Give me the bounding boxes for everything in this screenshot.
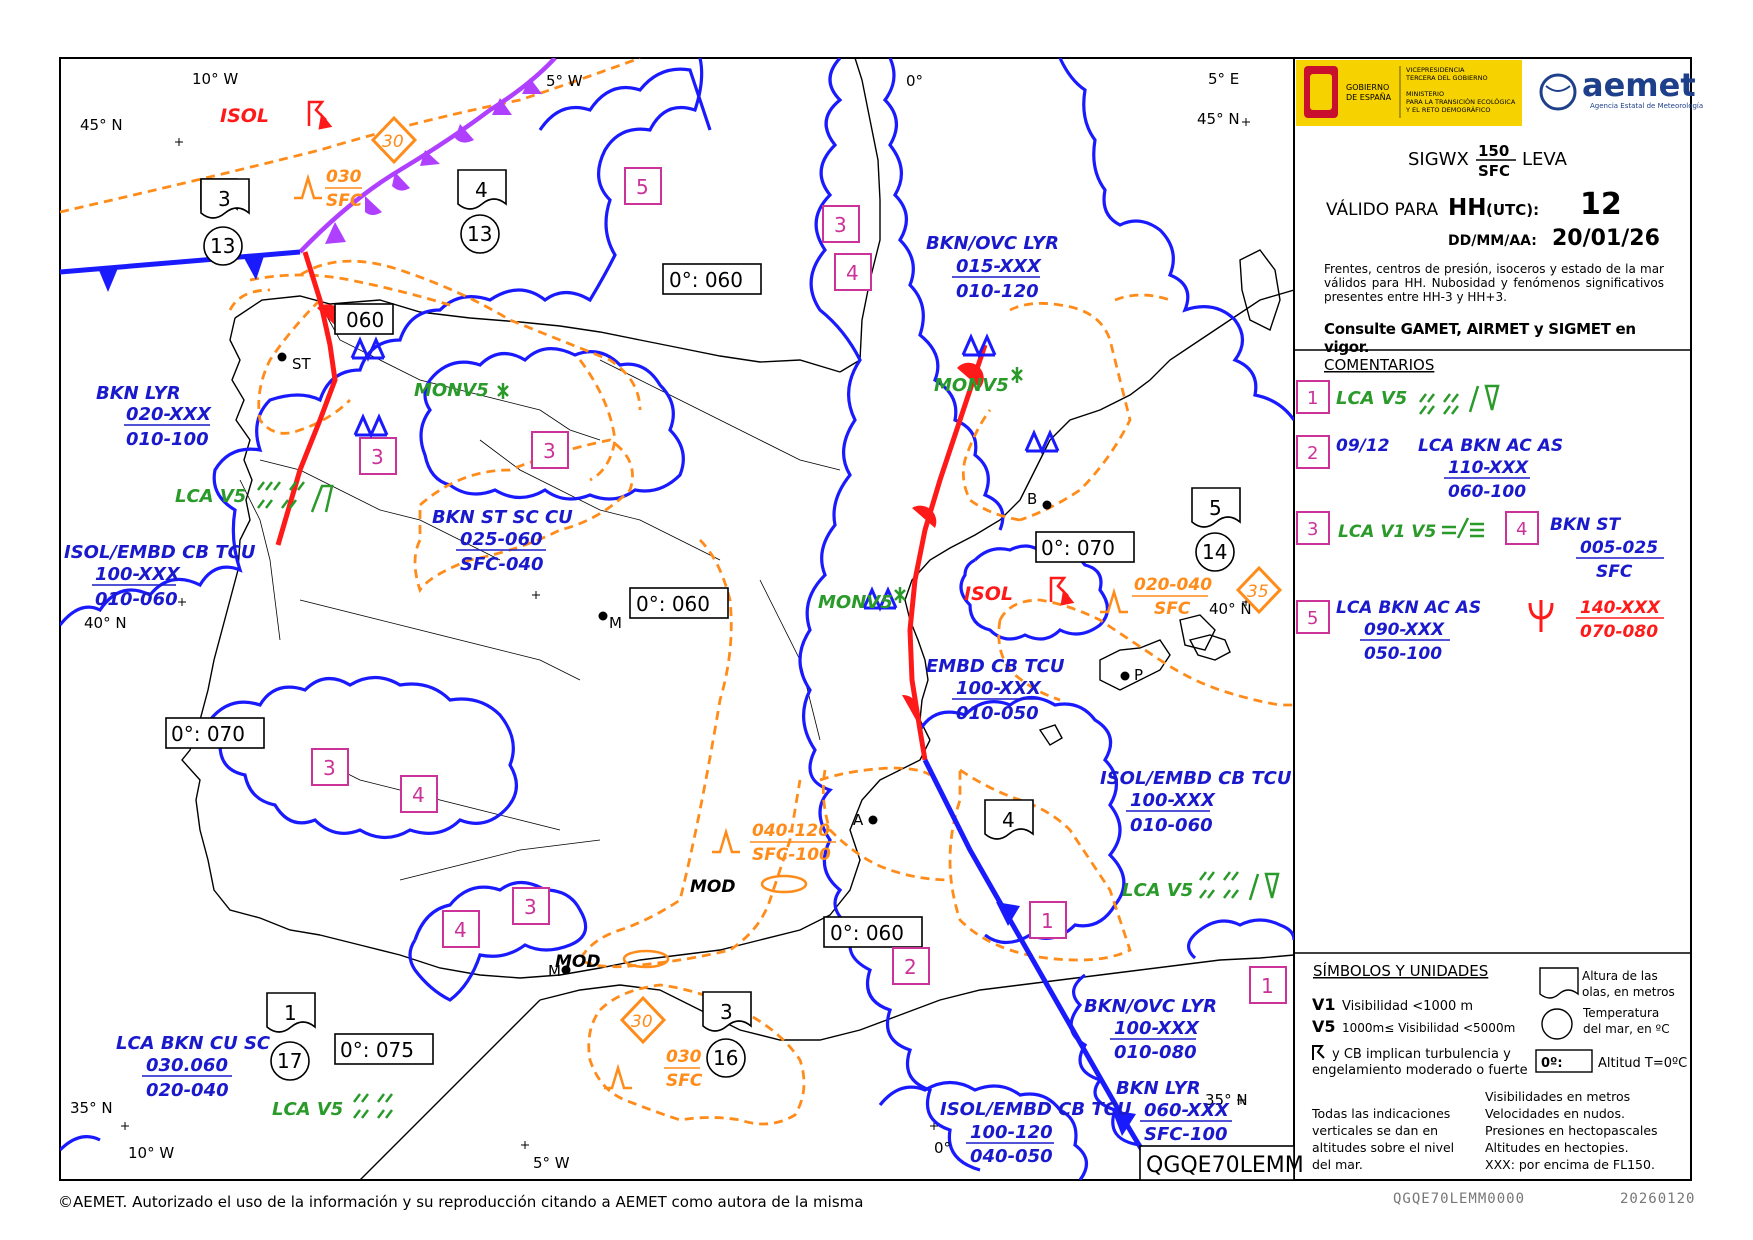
- cloud-top: 020-XXX: [126, 404, 211, 425]
- cloud-label: BKN LYR: [1116, 1078, 1201, 1099]
- sea-temperature: 17: [277, 1049, 303, 1073]
- wave-height: 4: [475, 178, 488, 202]
- aemet-name: aemet: [1582, 66, 1696, 104]
- cloud-label: BKN/OVC LYR: [1084, 996, 1217, 1017]
- freezing-level: 0°: 060: [636, 592, 710, 616]
- fl-bottom: SFC: [1478, 162, 1511, 180]
- cloud-top: 060-XXX: [1144, 1100, 1229, 1121]
- lat-label: 40° N: [1209, 600, 1252, 618]
- gov-line: MINISTERIO: [1406, 90, 1445, 98]
- turb-top: 040-120: [752, 821, 831, 841]
- area-number: 3: [543, 439, 556, 463]
- city-label: B: [1027, 490, 1038, 508]
- cloud-bottom: SFC-100: [1144, 1124, 1228, 1145]
- cloud-top: 030.060: [146, 1055, 228, 1076]
- cloud-bottom: SFC-040: [460, 554, 544, 575]
- comments-title: COMENTARIOS: [1324, 356, 1435, 374]
- lon-label: 10° W: [128, 1144, 175, 1162]
- comment-bottom: 060-100: [1448, 482, 1527, 502]
- cloud-label: LCA BKN CU SC: [116, 1033, 271, 1054]
- legend-note: Visibilidades en metros: [1485, 1089, 1631, 1104]
- city-label: P: [1134, 666, 1144, 684]
- cloud-bottom: 010-050: [956, 703, 1039, 724]
- lat-label: 45° N: [1197, 110, 1240, 128]
- visibility-label: LCA V5: [272, 1099, 344, 1120]
- legend-text: Visibilidad <1000 m: [1342, 999, 1474, 1014]
- cloud-top: 015-XXX: [956, 256, 1041, 277]
- cloud-label: EMBD CB TCU: [926, 656, 1065, 677]
- cloud-label: ISOL/EMBD CB TCU: [1100, 768, 1292, 789]
- footer-code: QGQE70LEMM0000: [1393, 1191, 1526, 1207]
- area-number: 4: [454, 918, 467, 942]
- freezing-level: 0°: 060: [669, 268, 743, 292]
- cloud-bottom: 010-060: [95, 589, 178, 610]
- wave-height: 3: [720, 1000, 733, 1024]
- comment-bottom: 050-100: [1364, 644, 1443, 664]
- sea-temperature: 16: [713, 1046, 739, 1070]
- comment-text: LCA BKN AC AS: [1336, 598, 1482, 618]
- valid-hour: 12: [1580, 187, 1622, 222]
- gov-line: Y EL RETO DEMOGRÁFICO: [1406, 106, 1491, 114]
- isol-label: ISOL: [964, 583, 1014, 605]
- legend-note: del mar.: [1312, 1157, 1363, 1172]
- mod-label: MOD: [555, 952, 601, 972]
- cloud-bottom: 010-120: [956, 281, 1039, 302]
- freezing-level: 0°: 060: [830, 921, 904, 945]
- turb-top: 020-040: [1134, 575, 1213, 595]
- legend-note: Presiones en hectopascales: [1485, 1123, 1658, 1138]
- sea-temperature: 13: [467, 222, 493, 246]
- turb-bottom: SFC: [666, 1071, 703, 1091]
- gov-name: GOBIERNO: [1346, 83, 1390, 92]
- comment-number: 1: [1307, 388, 1319, 409]
- lat-label: 35° N: [70, 1099, 113, 1117]
- date-label: DD/MM/AA:: [1448, 233, 1537, 249]
- wind-speed: 35: [1247, 582, 1269, 602]
- legend-note: Todas las indicaciones: [1312, 1106, 1451, 1121]
- copyright: ©AEMET. Autorizado el uso de la información y su reproducción citando a AEMET como autora de la misma: [58, 1193, 864, 1211]
- cloud-label: ISOL/EMBD CB TCU: [64, 542, 256, 563]
- sea-temperature: 13: [210, 234, 236, 258]
- cloud-top: 100-120: [970, 1122, 1053, 1143]
- wave-height: 5: [1209, 496, 1222, 520]
- lat-label: 45° N: [80, 116, 123, 134]
- wind-speed: 30: [382, 132, 404, 152]
- gov-name: DE ESPAÑA: [1346, 93, 1392, 102]
- legend-text: Altitud T=0ºC: [1598, 1056, 1688, 1071]
- area-number: 3: [524, 895, 537, 919]
- footer-date-code: 20260120: [1620, 1191, 1696, 1207]
- sigwx-label: SIGWX: [1408, 149, 1469, 170]
- lat-label: 40° N: [84, 614, 127, 632]
- lon-label: 5° W: [546, 72, 583, 90]
- chart-id: QGQE70LEMM: [1146, 1153, 1304, 1178]
- region-label: LEVA: [1522, 149, 1567, 170]
- area-number: 5: [636, 175, 649, 199]
- cloud-top: 025-060: [460, 529, 543, 550]
- legend-text: olas, en metros: [1582, 985, 1675, 999]
- legend-note: XXX: por encima de FL150.: [1485, 1157, 1655, 1172]
- cloud-bottom: 020-040: [146, 1080, 229, 1101]
- legend-note: verticales se dan en: [1312, 1123, 1439, 1138]
- comment-text: LCA BKN AC AS: [1418, 436, 1564, 456]
- monv-label: MONV5: [934, 375, 1009, 396]
- legend-v1: V1: [1312, 995, 1336, 1014]
- legend-note: Velocidades en nudos.: [1485, 1106, 1625, 1121]
- legend-note: altitudes sobre el nivel: [1312, 1140, 1455, 1155]
- consult-text: Consulte GAMET, AIRMET y SIGMET en vigor.: [1324, 320, 1636, 356]
- lon-label: 0°: [906, 72, 924, 90]
- area-number: 3: [834, 213, 847, 237]
- turb-bottom: SFC: [1154, 599, 1191, 619]
- cloud-label: BKN/OVC LYR: [926, 233, 1059, 254]
- comment-number: 4: [1516, 519, 1528, 540]
- lon-label: 10° W: [192, 70, 239, 88]
- valid-label: VÁLIDO PARA: [1326, 200, 1439, 220]
- legend-text: 1000m≤ Visibilidad <5000m: [1342, 1021, 1516, 1035]
- legend-title: SÍMBOLOS Y UNIDADES: [1313, 962, 1489, 980]
- cloud-bottom: 010-080: [1114, 1042, 1197, 1063]
- isol-label: ISOL: [220, 105, 270, 127]
- area-number: 4: [412, 783, 425, 807]
- comment-text: LCA V1 V5: [1338, 522, 1437, 542]
- cloud-top: 100-XXX: [95, 564, 180, 585]
- fl-top: 150: [1478, 142, 1510, 160]
- legend-text: Temperatura: [1583, 1006, 1660, 1020]
- turb-bottom: SFC: [326, 191, 363, 211]
- cloud-label: BKN ST SC CU: [432, 507, 573, 528]
- wave-height: 4: [1002, 808, 1015, 832]
- wind-speed: 30: [631, 1012, 653, 1032]
- freezing-level: 060: [346, 308, 385, 332]
- comment-top: 005-025: [1580, 538, 1659, 558]
- legend-v5: V5: [1312, 1017, 1336, 1036]
- city-label: ST: [292, 355, 311, 373]
- gov-line: VICEPRESIDENCIA: [1406, 66, 1465, 74]
- monv-label: MONV5: [414, 380, 489, 401]
- aemet-sub: Agencia Estatal de Meteorología: [1590, 102, 1704, 110]
- freezing-level-icon: 0º:: [1541, 1056, 1563, 1071]
- lat-label: 35° N: [1205, 1091, 1248, 1109]
- legend-note: Altitudes en hectopies.: [1485, 1140, 1629, 1155]
- legend-text: y CB implican turbulencia y: [1332, 1047, 1511, 1062]
- cloud-label: BKN LYR: [96, 383, 181, 404]
- freezing-level: 0°: 070: [171, 722, 245, 746]
- legend-text: Altura de las: [1582, 969, 1658, 983]
- freezing-level: 0°: 070: [1041, 536, 1115, 560]
- comment-number: 5: [1307, 608, 1319, 629]
- area-number: 1: [1041, 909, 1054, 933]
- valid-date: 20/01/26: [1552, 226, 1660, 251]
- comment-top: 110-XXX: [1448, 458, 1529, 478]
- area-number: 4: [846, 261, 859, 285]
- comment-number: 2: [1307, 443, 1319, 464]
- comment-bottom: SFC: [1596, 562, 1633, 582]
- area-number: 1: [1261, 974, 1274, 998]
- hh-label: HH: [1448, 195, 1487, 221]
- cloud-top: 100-XXX: [956, 678, 1041, 699]
- gov-line: PARA LA TRANSICIÓN ECOLÓGICA: [1406, 98, 1516, 106]
- cloud-top: 100-XXX: [1114, 1018, 1199, 1039]
- area-number: 2: [904, 955, 917, 979]
- turb-bottom: SFC-100: [752, 845, 831, 865]
- area-number: 3: [371, 445, 384, 469]
- lon-label: 5° W: [533, 1154, 570, 1172]
- comment-extra-top: 140-XXX: [1580, 598, 1661, 618]
- cloud-bottom: 010-100: [126, 429, 209, 450]
- cloud-bottom: 010-060: [1130, 815, 1213, 836]
- cloud-bottom: 040-050: [970, 1146, 1053, 1167]
- mod-label: MOD: [690, 877, 736, 897]
- legend-text: engelamiento moderado o fuerte: [1312, 1063, 1528, 1078]
- comment-time: 09/12: [1336, 436, 1390, 456]
- sea-temp-icon: [1542, 1009, 1572, 1039]
- comment-number: 3: [1307, 519, 1319, 540]
- header-note: Frentes, centros de presión, isoceros y estado de la mar válidos para HH. Nubosidad y fenómenos significativos presentes entre HH-3 y HH+3.: [1324, 262, 1664, 304]
- cloud-label: ISOL/EMBD CB TCU: [940, 1099, 1132, 1120]
- turb-top: 030: [666, 1047, 702, 1067]
- comment-top: 090-XXX: [1364, 620, 1445, 640]
- area-number: 3: [323, 756, 336, 780]
- lon-label: 0°: [934, 1139, 952, 1157]
- city-label: M: [548, 962, 561, 980]
- sea-temperature: 14: [1202, 540, 1228, 564]
- wave-height: 1: [284, 1001, 297, 1025]
- cloud-top: 100-XXX: [1130, 790, 1215, 811]
- city-label: A: [853, 811, 864, 829]
- comment-text: LCA V5: [1336, 388, 1408, 409]
- visibility-label: LCA V5: [1122, 880, 1194, 901]
- wave-height: 3: [218, 187, 231, 211]
- freezing-level: 0°: 075: [340, 1038, 414, 1062]
- comment-text: BKN ST: [1550, 515, 1621, 535]
- city-label: M: [609, 614, 622, 632]
- turb-top: 030: [326, 167, 362, 187]
- comment-extra-bottom: 070-080: [1580, 622, 1659, 642]
- lon-label: 5° E: [1208, 70, 1240, 88]
- gov-line: TERCERA DEL GOBIERNO: [1406, 74, 1488, 82]
- visibility-label: LCA V5: [175, 486, 247, 507]
- legend-text: del mar, en ºC: [1583, 1022, 1670, 1036]
- utc-label: (UTC):: [1486, 201, 1540, 219]
- monv-label: MONV5: [818, 592, 893, 613]
